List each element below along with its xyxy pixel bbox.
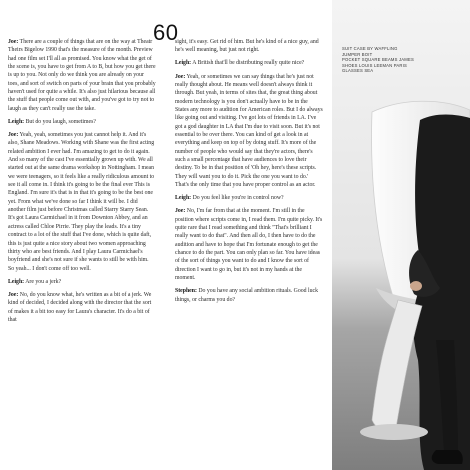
interview-paragraph — [175, 73, 323, 190]
interview-paragraph — [175, 207, 323, 282]
interview-paragraph — [8, 278, 156, 286]
interview-paragraph — [8, 38, 156, 113]
wardrobe-credits — [342, 46, 414, 74]
interview-paragraph — [8, 131, 156, 273]
speaker-name: Stephen: — [175, 288, 197, 295]
paragraph-text: There are a couple of things that are on the way at Theatr Theirs Bigelow 1990 that's the measure of the month. Preview had one film set I'll all as promised. You know what the get of the scene is, you have to get from A to B, but how you get there is up to you. Not only do we think you are already on your toes, and sort of switch on parts of your brain that you probably haven't used for quite a while. It's also just hilarious because all the stuff that people come out with, and you've got to try not to laugh as they can't really use the take. — [8, 39, 156, 112]
interview-paragraph — [175, 38, 323, 55]
paragraph-text: sight, it's easy. Get rid of him. But he's kind of a nice guy, and he's well meaning, but just not right. — [175, 39, 319, 54]
paragraph-text: Yeah, yeah, sometimes you just cannot help it. And it's also, Shane Meadows. Working with Shane was the first acting related ambition I ever had. I'm amazing to get to do it again. And so many of the cast I've essentially grown up with. We all started out at the same drama workshop in Nottingham. I mean we were teenagers, so it feels like a really ridiculous amount to see it all come in. I think it's going to be the final ever This is England. I'm sure it's that is in that it's going to be the best one yet. From what we've done so far I think it will be. I did another film just before Christmas called Starry Starry Sean. It's got Laura Carmichael in it from Downton Abbey, and an actress called Chloe Pirrie. They play the leads. It's a tiny contract to a lot of the stuff that I've done, which is quite daft, this is just quite a nice story about two women approaching thirty who are best friends. And I play Laura Carmichael's boyfriend and she's not sure if she wants to still be with him. So yeah... I don't come off too well. — [8, 132, 155, 272]
speaker-name: Joe: — [175, 208, 186, 215]
credit-line: SHOES LOUIS LEEMAN PARIS — [342, 62, 407, 68]
interview-paragraph — [8, 291, 156, 324]
paragraph-text: No, I'm far from that at the moment. I'm still in the position where scripts come in, I read them. I'm quite picky. It's quite rare that I read something and think "That's brilliant I really want to do that". And then all do, I then have to do the audition and have to hope that I'm fortunate enough to get the chance to do the part. You can only plan so far. You have ideas of the sort of things you want to do and I know the sort of direction I want to go in, but it's not in my hands at the moment. — [175, 208, 323, 282]
interview-paragraph — [8, 118, 156, 126]
paragraph-text: Yeah, or sometimes we can say things that he's just not really thought about. He means well doesn't always think it through. But yeah, in terms of sites that, the great thing about modern technology is you don't actually have to be in the States any more to audition for American roles. But I do always like going out and visiting. I've got lots of friends in LA. I've got a god daughter in LA that I'm due to visit soon. But it's not essential to be over there. You can kind of get a look in at everything and keep on top of by doing stuff. It's more of the number of people who would say that they're actors, there's such a small percentage that have audiences to love their destiny. To be in that position of 'Oh hey, here's these scripts. They will want you to do it. Pick the one you want to do.' That's the only time that you have proper control as an actor. — [175, 73, 323, 189]
credit-line: POCKET SQUARE BEAMS JAMES — [342, 57, 414, 63]
speaker-name: Joe: — [8, 39, 19, 45]
speaker-name: Leigh: — [8, 278, 25, 285]
paragraph-text: Do you have any social ambition rituals. Good luck things, or charms you do? — [175, 288, 318, 303]
paragraph-text: But do you laugh, sometimes? — [25, 118, 96, 125]
interview-paragraph — [175, 287, 323, 304]
credit-line: SUIT CASE BY WAFFLING — [342, 46, 398, 51]
paragraph-text: No, do you know what, he's written as a bit of a jerk. We kind of decided, I decided along with the director that the sort of makes it a bit too easy for Laura's character. It's do a bit of that — [8, 291, 152, 323]
speaker-name: Joe: — [8, 132, 19, 139]
speaker-name: Joe: — [175, 73, 186, 80]
interview-paragraph — [175, 194, 323, 202]
page-number: 60 — [153, 20, 179, 45]
credit-line: GLASSES SEA — [342, 68, 374, 74]
paragraph-text: A British that'll be distributing really quite nice? — [192, 60, 305, 67]
photo-page — [332, 0, 470, 470]
paragraph-text: Do you feel like you're in control now? — [192, 195, 284, 202]
speaker-name: Joe: — [8, 291, 19, 298]
interview-paragraph — [175, 59, 323, 67]
speaker-name: Leigh: — [8, 118, 25, 125]
right-column — [175, 38, 323, 309]
credit-line: JUMPER BOIT — [342, 51, 373, 57]
speaker-name: Leigh: — [175, 195, 192, 202]
speaker-name: Leigh: — [175, 60, 192, 67]
left-column — [8, 38, 156, 329]
paragraph-text: Are you a jerk? — [25, 278, 62, 285]
